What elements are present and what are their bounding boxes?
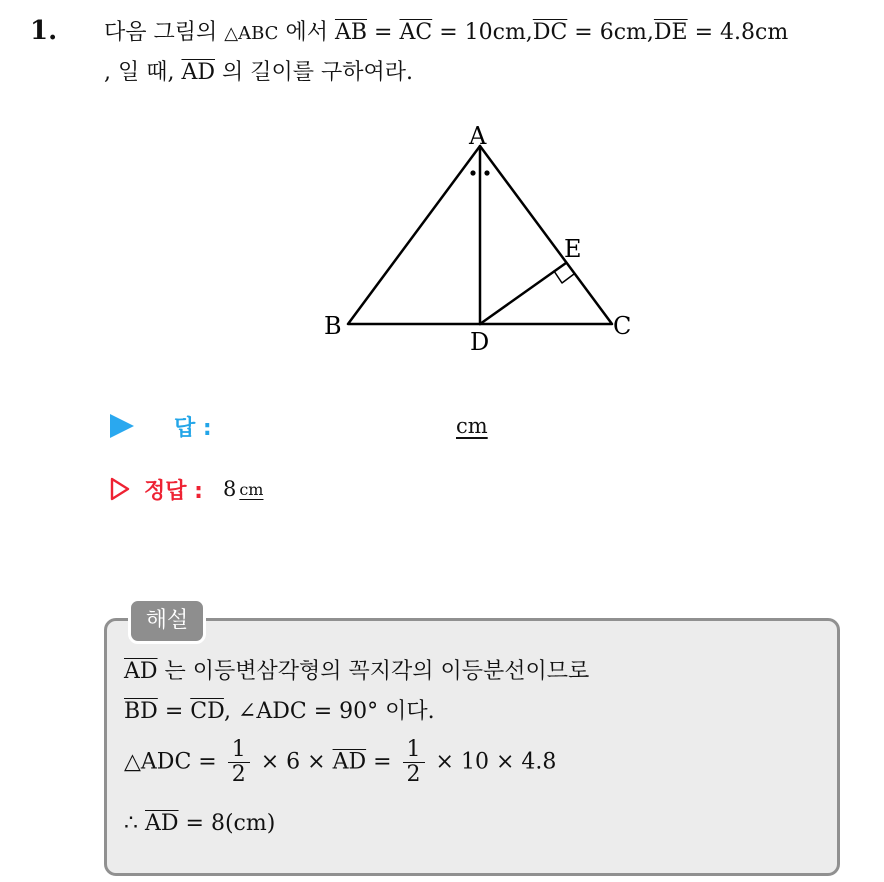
segment-ac: $\overline{AC}$: [399, 20, 433, 45]
explanation-text: △ADC =: [124, 749, 217, 775]
fraction-denominator: 2: [406, 762, 421, 787]
triangle-notation: △ABC: [224, 23, 279, 44]
segment-cd: $\overline{CD}$: [190, 699, 224, 724]
segment-bd: $\overline{BD}$: [124, 699, 158, 724]
solution-row: [110, 474, 263, 504]
equals-sign: =: [374, 20, 393, 45]
explanation-text: × 10 × 4.8: [435, 749, 557, 775]
explanation-tag: 해설: [128, 598, 206, 644]
vertex-e-label: E: [564, 235, 582, 263]
explanation-text: = 8(cm): [185, 811, 276, 836]
angle-mark-left: [470, 170, 475, 175]
triangle-figure: [310, 118, 650, 368]
segment-ad: $\overline{AD}$: [124, 659, 158, 684]
solution-unit: cm: [239, 479, 264, 499]
therefore-symbol: ∴: [124, 811, 138, 836]
length-value: = 4.8cm: [694, 20, 789, 45]
explanation-text: , ∠ADC = 90° 이다.: [223, 699, 435, 724]
right-angle-mark: [554, 271, 574, 283]
segment-de-line: [480, 263, 566, 324]
length-value: = 10cm,: [439, 20, 533, 45]
fraction-denominator: 2: [231, 762, 246, 787]
question-text: , 일 때,: [104, 60, 175, 85]
vertex-a-label: A: [469, 122, 487, 150]
question-text: 다음 그림의: [104, 20, 218, 45]
equals-sign: =: [373, 749, 392, 775]
segment-ad: $\overline{AD}$: [181, 60, 216, 85]
explanation-line-4: [124, 808, 275, 840]
segment-de: $\overline{DE}$: [653, 20, 688, 45]
explanation-line-3: [124, 738, 556, 787]
length-value: = 6cm,: [574, 20, 654, 45]
question-line-1: [104, 16, 788, 51]
equals-sign: =: [164, 699, 184, 724]
segment-ad: $\overline{AD}$: [145, 811, 179, 836]
fraction-numerator: 1: [403, 738, 425, 763]
vertex-c-label: C: [613, 312, 632, 340]
question-line-2: [104, 56, 413, 90]
angle-mark-right: [484, 170, 489, 175]
answer-row: [110, 411, 488, 441]
segment-dc: $\overline{DC}$: [532, 20, 568, 45]
question-text: 의 길이를 구하여라.: [222, 60, 414, 85]
solution-value: 8: [222, 477, 237, 501]
vertex-d-label: D: [470, 328, 490, 356]
explanation-line-2: [124, 696, 435, 728]
answer-unit: cm: [456, 414, 488, 438]
solution-arrow-icon: [110, 477, 130, 501]
answer-arrow-icon: [110, 414, 134, 438]
segment-ad: $\overline{AD}$: [332, 749, 367, 775]
explanation-text: 는 이등변삼각형의 꼭지각의 이등분선이므로: [164, 659, 590, 684]
question-number: 1.: [30, 16, 58, 46]
vertex-b-label: B: [324, 312, 342, 340]
answer-label: 답 :: [174, 415, 212, 441]
solution-label: 정답 :: [144, 478, 203, 504]
fraction-numerator: 1: [228, 738, 250, 763]
question-text: 에서: [285, 20, 328, 45]
fraction-one-half: [403, 738, 425, 787]
explanation-text: × 6 ×: [260, 749, 326, 775]
explanation-line-1: [124, 656, 589, 688]
segment-ab: $\overline{AB}$: [334, 20, 368, 45]
fraction-one-half: [228, 738, 250, 787]
